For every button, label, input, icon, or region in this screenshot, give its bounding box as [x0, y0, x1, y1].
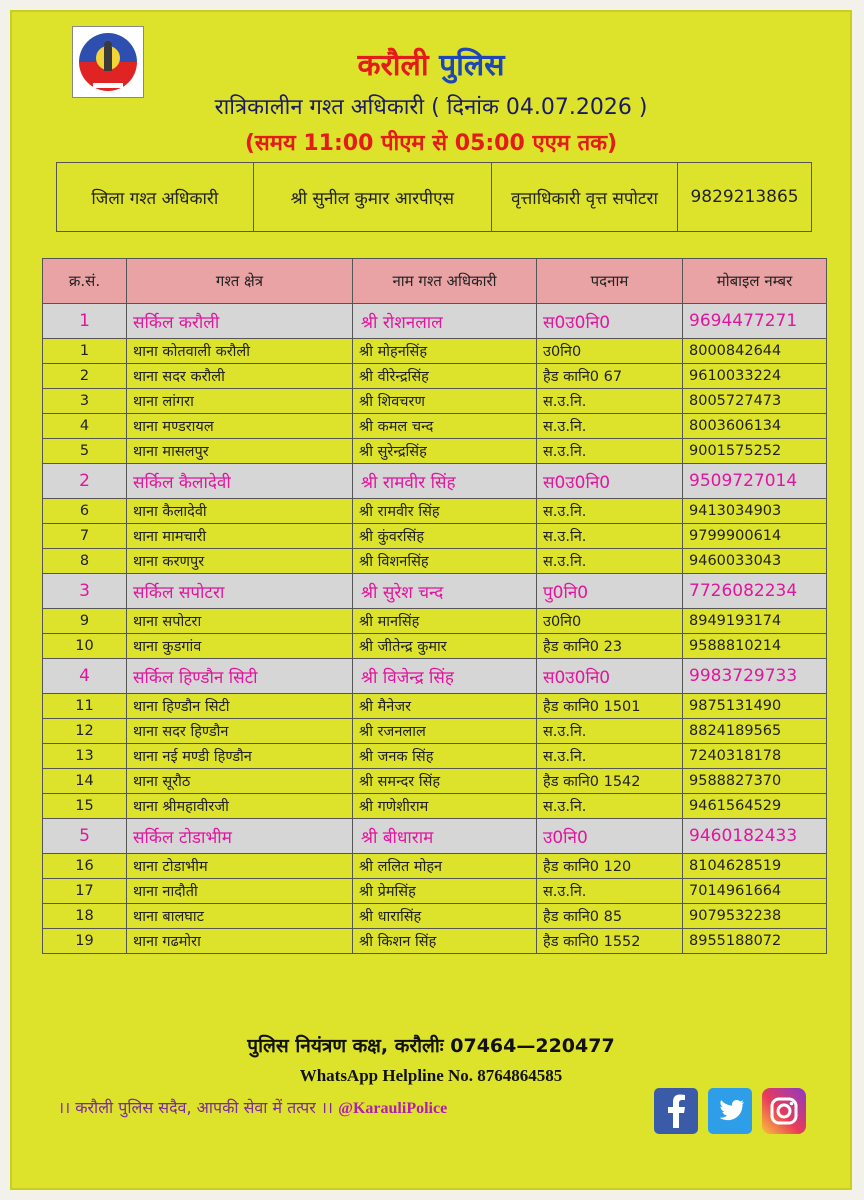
cell-officer: श्री किशन सिंह	[353, 929, 537, 954]
cell-area: थाना कुडगांव	[127, 634, 353, 659]
district-label: जिला गश्त अधिकारी	[57, 163, 254, 232]
cell-serial: 6	[43, 499, 127, 524]
twitter-icon[interactable]	[708, 1088, 752, 1134]
header-officer: नाम गश्त अधिकारी	[353, 259, 537, 304]
cell-designation: स.उ.नि.	[537, 794, 683, 819]
cell-officer: श्री विजेन्द्र सिंह	[353, 659, 537, 694]
cell-area: थाना मासलपुर	[127, 439, 353, 464]
cell-serial: 9	[43, 609, 127, 634]
station-row	[43, 854, 827, 879]
cell-serial: 1	[43, 339, 127, 364]
station-row	[43, 719, 827, 744]
district-officer-name: श्री सुनील कुमार आरपीएस	[253, 163, 491, 232]
cell-area: थाना सदर हिण्डौन	[127, 719, 353, 744]
station-row	[43, 549, 827, 574]
cell-serial: 4	[43, 414, 127, 439]
table-header-row	[43, 259, 827, 304]
cell-mobile: 9983729733	[683, 659, 827, 694]
district-mobile: 9829213865	[678, 163, 812, 232]
station-row	[43, 609, 827, 634]
cell-serial: 18	[43, 904, 127, 929]
cell-designation: उ0नि0	[537, 819, 683, 854]
cell-area: थाना हिण्डौन सिटी	[127, 694, 353, 719]
cell-area: थाना मण्डरायल	[127, 414, 353, 439]
cell-serial: 19	[43, 929, 127, 954]
cell-designation: स.उ.नि.	[537, 744, 683, 769]
cell-serial: 14	[43, 769, 127, 794]
title-karauli: करौली	[357, 48, 429, 83]
cell-officer: श्री विशनसिंह	[353, 549, 537, 574]
cell-mobile: 9460033043	[683, 549, 827, 574]
cell-officer: श्री गणेशीराम	[353, 794, 537, 819]
cell-officer: श्री मोहनसिंह	[353, 339, 537, 364]
cell-mobile: 9588810214	[683, 634, 827, 659]
cell-designation: स.उ.नि.	[537, 879, 683, 904]
cell-mobile: 8955188072	[683, 929, 827, 954]
cell-designation: स.उ.नि.	[537, 389, 683, 414]
cell-designation: स.उ.नि.	[537, 439, 683, 464]
cell-serial: 13	[43, 744, 127, 769]
cell-officer: श्री रजनलाल	[353, 719, 537, 744]
station-row	[43, 929, 827, 954]
cell-serial: 3	[43, 389, 127, 414]
header-designation: पदनाम	[537, 259, 683, 304]
header-serial: क्र.सं.	[43, 259, 127, 304]
cell-mobile: 8104628519	[683, 854, 827, 879]
cell-mobile: 8949193174	[683, 609, 827, 634]
cell-designation: हैड कानि0 1501	[537, 694, 683, 719]
station-row	[43, 364, 827, 389]
patrol-table	[42, 258, 827, 954]
station-row	[43, 524, 827, 549]
cell-designation: स.उ.नि.	[537, 414, 683, 439]
cell-officer: श्री धारासिंह	[353, 904, 537, 929]
motto-line	[58, 1096, 447, 1121]
district-designation: वृत्ताधिकारी वृत्त सपोटरा	[491, 163, 677, 232]
social-handle: @KarauliPolice	[338, 1100, 448, 1117]
station-row	[43, 414, 827, 439]
cell-mobile: 9875131490	[683, 694, 827, 719]
cell-mobile: 9461564529	[683, 794, 827, 819]
cell-area: सर्किल हिण्डौन सिटी	[127, 659, 353, 694]
cell-serial: 4	[43, 659, 127, 694]
cell-area: थाना गढमोरा	[127, 929, 353, 954]
header-mobile: मोबाइल नम्बर	[683, 259, 827, 304]
cell-serial: 11	[43, 694, 127, 719]
cell-designation: हैड कानि0 85	[537, 904, 683, 929]
facebook-icon[interactable]	[654, 1088, 698, 1134]
cell-mobile: 9610033224	[683, 364, 827, 389]
cell-officer: श्री कुंवरसिंह	[353, 524, 537, 549]
cell-serial: 5	[43, 819, 127, 854]
circle-row	[43, 819, 827, 854]
cell-designation: स0उ0नि0	[537, 659, 683, 694]
cell-officer: श्री सुरेन्द्रसिंह	[353, 439, 537, 464]
cell-serial: 1	[43, 304, 127, 339]
cell-designation: स0उ0नि0	[537, 464, 683, 499]
cell-mobile: 9413034903	[683, 499, 827, 524]
station-row	[43, 634, 827, 659]
cell-mobile: 8003606134	[683, 414, 827, 439]
circle-row	[43, 574, 827, 609]
cell-area: थाना नई मण्डी हिण्डौन	[127, 744, 353, 769]
cell-designation: हैड कानि0 1542	[537, 769, 683, 794]
cell-designation: स.उ.नि.	[537, 719, 683, 744]
cell-serial: 2	[43, 364, 127, 389]
station-row	[43, 389, 827, 414]
cell-mobile: 9079532238	[683, 904, 827, 929]
district-officer-table	[56, 162, 812, 232]
cell-officer: श्री ललित मोहन	[353, 854, 537, 879]
cell-designation: हैड कानि0 67	[537, 364, 683, 389]
cell-serial: 12	[43, 719, 127, 744]
cell-designation: हैड कानि0 1552	[537, 929, 683, 954]
cell-area: थाना सदर करौली	[127, 364, 353, 389]
cell-area: थाना करणपुर	[127, 549, 353, 574]
cell-mobile: 9799900614	[683, 524, 827, 549]
cell-officer: श्री जीतेन्द्र कुमार	[353, 634, 537, 659]
cell-designation: उ0नि0	[537, 339, 683, 364]
cell-officer: श्री बीधाराम	[353, 819, 537, 854]
title-police: पुलिस	[439, 48, 505, 83]
cell-mobile: 7240318178	[683, 744, 827, 769]
instagram-icon[interactable]	[762, 1088, 806, 1134]
cell-designation: स.उ.नि.	[537, 499, 683, 524]
motto-text: ।। करौली पुलिस सदैव, आपकी सेवा में तत्पर ।।	[58, 1098, 333, 1117]
cell-area: सर्किल कैलादेवी	[127, 464, 353, 499]
cell-officer: श्री जनक सिंह	[353, 744, 537, 769]
cell-officer: श्री सुरेश चन्द	[353, 574, 537, 609]
cell-area: सर्किल करौली	[127, 304, 353, 339]
cell-mobile: 8000842644	[683, 339, 827, 364]
station-row	[43, 904, 827, 929]
cell-serial: 8	[43, 549, 127, 574]
cell-designation: स0उ0नि0	[537, 304, 683, 339]
cell-area: थाना नादौती	[127, 879, 353, 904]
cell-serial: 5	[43, 439, 127, 464]
circle-row	[43, 659, 827, 694]
cell-mobile: 9509727014	[683, 464, 827, 499]
station-row	[43, 794, 827, 819]
cell-mobile: 9460182433	[683, 819, 827, 854]
cell-officer: श्री रामवीर सिंह	[353, 464, 537, 499]
whatsapp-helpline-text: WhatsApp Helpline No. 8764864585	[299, 1066, 563, 1085]
station-row	[43, 744, 827, 769]
circle-row	[43, 464, 827, 499]
station-row	[43, 694, 827, 719]
station-row	[43, 339, 827, 364]
timing-text: (समय 11:00 पीएम से 05:00 एएम तक)	[244, 131, 618, 156]
cell-area: थाना लांगरा	[127, 389, 353, 414]
cell-officer: श्री प्रेमसिंह	[353, 879, 537, 904]
cell-area: थाना बालघाट	[127, 904, 353, 929]
cell-mobile: 8824189565	[683, 719, 827, 744]
station-row	[43, 499, 827, 524]
cell-officer: श्री रामवीर सिंह	[353, 499, 537, 524]
cell-area: थाना सूरौठ	[127, 769, 353, 794]
cell-serial: 3	[43, 574, 127, 609]
cell-area: थाना कैलादेवी	[127, 499, 353, 524]
cell-designation: उ0नि0	[537, 609, 683, 634]
cell-area: सर्किल सपोटरा	[127, 574, 353, 609]
cell-officer: श्री शिवचरण	[353, 389, 537, 414]
subtitle-date: रात्रिकालीन गश्त अधिकारी ( दिनांक 04.07.2026 )	[214, 95, 648, 120]
cell-area: थाना श्रीमहावीरजी	[127, 794, 353, 819]
cell-officer: श्री वीरेन्द्रसिंह	[353, 364, 537, 389]
cell-designation: हैड कानि0 120	[537, 854, 683, 879]
cell-serial: 7	[43, 524, 127, 549]
cell-officer: श्री कमल चन्द	[353, 414, 537, 439]
cell-officer: श्री समन्दर सिंह	[353, 769, 537, 794]
cell-mobile: 7726082234	[683, 574, 827, 609]
cell-area: थाना कोतवाली करौली	[127, 339, 353, 364]
station-row	[43, 879, 827, 904]
page-title	[12, 48, 850, 84]
cell-mobile: 9694477271	[683, 304, 827, 339]
cell-serial: 2	[43, 464, 127, 499]
duty-chart-page	[10, 10, 852, 1190]
control-room-text: पुलिस नियंत्रण कक्ष, करौलीः 07464—220477	[247, 1035, 615, 1057]
cell-mobile: 9001575252	[683, 439, 827, 464]
cell-mobile: 7014961664	[683, 879, 827, 904]
cell-area: थाना मामचारी	[127, 524, 353, 549]
cell-serial: 17	[43, 879, 127, 904]
cell-officer: श्री रोशनलाल	[353, 304, 537, 339]
cell-designation: हैड कानि0 23	[537, 634, 683, 659]
cell-serial: 15	[43, 794, 127, 819]
cell-mobile: 9588827370	[683, 769, 827, 794]
cell-mobile: 8005727473	[683, 389, 827, 414]
cell-designation: स.उ.नि.	[537, 524, 683, 549]
cell-officer: श्री मानसिंह	[353, 609, 537, 634]
header-area: गश्त क्षेत्र	[127, 259, 353, 304]
cell-designation: पु0नि0	[537, 574, 683, 609]
cell-area: थाना टोडाभीम	[127, 854, 353, 879]
cell-officer: श्री मैनेजर	[353, 694, 537, 719]
station-row	[43, 439, 827, 464]
station-row	[43, 769, 827, 794]
cell-area: थाना सपोटरा	[127, 609, 353, 634]
cell-serial: 16	[43, 854, 127, 879]
cell-designation: स.उ.नि.	[537, 549, 683, 574]
cell-serial: 10	[43, 634, 127, 659]
cell-area: सर्किल टोडाभीम	[127, 819, 353, 854]
circle-row	[43, 304, 827, 339]
